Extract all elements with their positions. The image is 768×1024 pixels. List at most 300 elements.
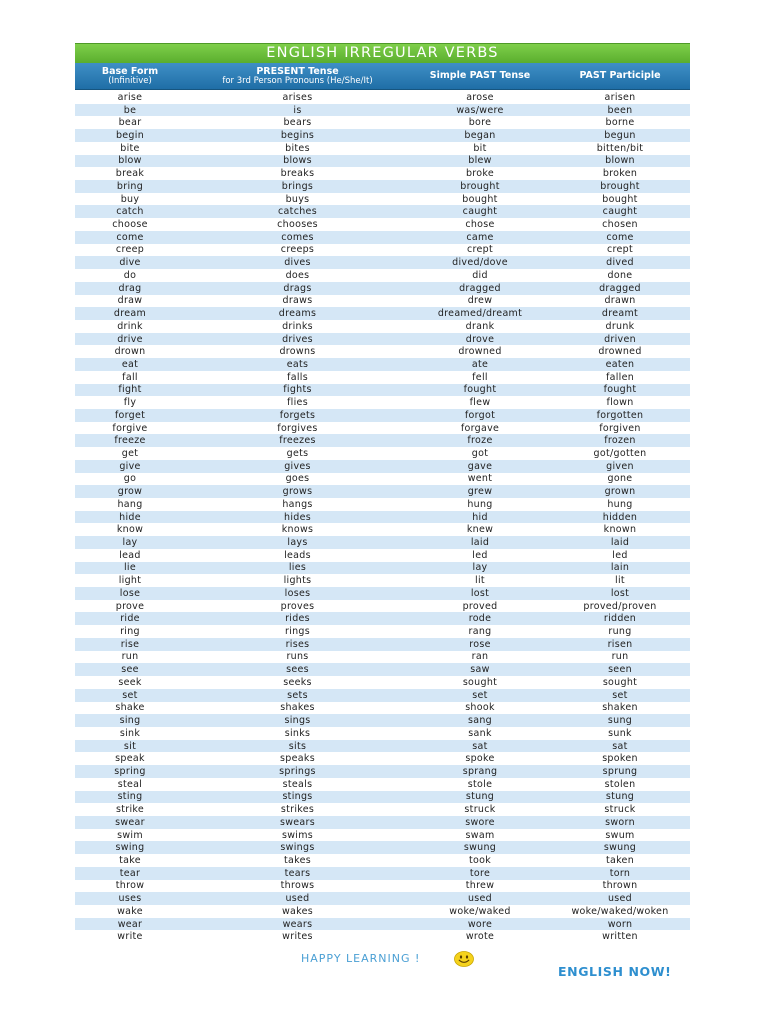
past-participle-cell: spoken — [602, 753, 638, 765]
table-row — [75, 384, 690, 397]
past-participle-cell: forgiven — [599, 422, 641, 434]
base-form-cell: fly — [123, 397, 137, 409]
table-row — [75, 116, 690, 129]
table-row — [75, 193, 690, 206]
past-participle-cell: sat — [612, 740, 628, 752]
base-form-cell: prove — [115, 600, 145, 612]
happy-learning-text: HAPPY LEARNING ! — [301, 952, 421, 965]
header-past-label: Simple PAST Tense — [429, 70, 531, 82]
simple-past-cell: stung — [465, 791, 495, 803]
past-participle-cell: borne — [605, 117, 635, 129]
simple-past-cell: went — [467, 473, 493, 485]
table-row — [75, 829, 690, 842]
past-participle-cell: sought — [602, 676, 638, 688]
table-row — [75, 930, 690, 943]
past-participle-cell: swung — [603, 842, 637, 854]
base-form-cell: choose — [112, 219, 148, 231]
past-participle-cell: brought — [600, 180, 640, 192]
present-tense-cell: proves — [280, 600, 315, 612]
present-tense-cell: dives — [284, 257, 311, 269]
simple-past-cell: crept — [466, 244, 494, 256]
present-tense-cell: gets — [286, 447, 309, 459]
simple-past-cell: was/were — [456, 104, 504, 116]
base-form-cell: seek — [118, 676, 142, 688]
simple-past-cell: woke/waked — [449, 905, 511, 917]
present-tense-cell: springs — [279, 765, 316, 777]
table-row — [75, 714, 690, 727]
table-row — [75, 536, 690, 549]
present-tense-cell: buys — [285, 193, 310, 205]
present-tense-cell: seeks — [283, 676, 312, 688]
base-form-cell: wear — [117, 918, 143, 930]
past-participle-cell: hung — [607, 498, 633, 510]
table-row — [75, 434, 690, 447]
base-form-cell: swear — [115, 816, 145, 828]
past-participle-cell: been — [607, 104, 633, 116]
table-title: ENGLISH IRREGULAR VERBS — [75, 43, 690, 63]
table-row — [75, 282, 690, 295]
past-participle-cell: fallen — [605, 371, 635, 383]
present-tense-cell: goes — [285, 473, 310, 485]
simple-past-cell: stole — [467, 778, 493, 790]
present-tense-cell: hangs — [282, 498, 313, 510]
table-row — [75, 740, 690, 753]
past-participle-cell: worn — [607, 918, 633, 930]
simple-past-cell: began — [464, 130, 496, 142]
past-participle-cell: rung — [608, 626, 632, 638]
past-participle-cell: lit — [615, 575, 625, 587]
simple-past-cell: dreamed/dreamt — [437, 308, 523, 320]
base-form-cell: run — [121, 651, 139, 663]
base-form-cell: drag — [118, 282, 142, 294]
header-present-sublabel: for 3rd Person Pronouns (He/She/It) — [222, 75, 373, 86]
table-row — [75, 104, 690, 117]
present-tense-cell: tears — [284, 867, 311, 879]
simple-past-cell: used — [467, 893, 493, 905]
present-tense-cell: falls — [287, 371, 308, 383]
present-tense-cell: is — [293, 104, 302, 116]
table-row — [75, 638, 690, 651]
present-tense-cell: sets — [287, 689, 308, 701]
base-form-cell: go — [123, 473, 137, 485]
base-form-cell: know — [116, 524, 144, 536]
base-form-cell: forgive — [112, 422, 148, 434]
past-participle-cell: driven — [604, 333, 636, 345]
past-participle-cell: laid — [610, 537, 630, 549]
table-row — [75, 180, 690, 193]
base-form-cell: sink — [119, 727, 141, 739]
past-participle-cell: flown — [606, 397, 634, 409]
base-form-cell: bear — [118, 117, 142, 129]
simple-past-cell: dived/dove — [452, 257, 508, 269]
table-row — [75, 880, 690, 893]
base-form-cell: light — [118, 575, 142, 587]
present-tense-cell: lays — [287, 537, 308, 549]
present-tense-cell: lights — [283, 575, 312, 587]
past-participle-cell: known — [603, 524, 637, 536]
header-simple-past — [410, 71, 550, 81]
present-tense-cell: wakes — [281, 905, 314, 917]
table-row — [75, 422, 690, 435]
simple-past-cell: broke — [465, 168, 495, 180]
present-tense-cell: bears — [283, 117, 312, 129]
past-participle-cell: broken — [602, 168, 638, 180]
simple-past-cell: struck — [464, 804, 496, 816]
simple-past-cell: proved — [462, 600, 498, 612]
past-participle-cell: shaken — [602, 702, 638, 714]
past-participle-cell: caught — [602, 206, 638, 218]
table-row — [75, 867, 690, 880]
base-form-cell: sting — [117, 791, 143, 803]
base-form-cell: begin — [115, 130, 145, 142]
table-row — [75, 689, 690, 702]
table-row — [75, 816, 690, 829]
past-participle-cell: swum — [605, 829, 635, 841]
past-participle-cell: ridden — [603, 613, 637, 625]
past-participle-cell: bitten/bit — [596, 142, 644, 154]
english-now-brand: ENGLISH NOW! — [558, 964, 672, 979]
present-tense-cell: sits — [288, 740, 307, 752]
base-form-cell: fight — [118, 384, 142, 396]
simple-past-cell: spoke — [465, 753, 495, 765]
simple-past-cell: fell — [472, 371, 488, 383]
simple-past-cell: rose — [469, 638, 491, 650]
base-form-cell: draw — [117, 295, 143, 307]
header-past-participle — [550, 71, 690, 81]
table-body — [75, 91, 690, 943]
table-row — [75, 600, 690, 613]
table-row — [75, 345, 690, 358]
simple-past-cell: chose — [465, 219, 495, 231]
past-participle-cell: dragged — [599, 282, 641, 294]
table-header-row — [75, 63, 690, 90]
past-participle-cell: arisen — [604, 91, 636, 103]
base-form-cell: wake — [117, 905, 143, 917]
past-participle-cell: run — [611, 651, 629, 663]
present-tense-cell: forgets — [279, 409, 316, 421]
smiley-face-icon — [454, 951, 474, 967]
present-tense-cell: draws — [282, 295, 313, 307]
base-form-cell: shake — [115, 702, 145, 714]
simple-past-cell: lost — [470, 587, 490, 599]
base-form-cell: lie — [123, 562, 137, 574]
table-row — [75, 625, 690, 638]
past-participle-cell: eaten — [605, 358, 635, 370]
present-tense-cell: used — [285, 893, 310, 905]
simple-past-cell: tore — [469, 867, 491, 879]
simple-past-cell: hid — [472, 511, 488, 523]
table-row — [75, 155, 690, 168]
simple-past-cell: took — [468, 854, 492, 866]
table-row — [75, 612, 690, 625]
present-tense-cell: gives — [284, 460, 311, 472]
base-form-cell: creep — [115, 244, 145, 256]
base-form-cell: spring — [114, 765, 146, 777]
present-tense-cell: breaks — [280, 168, 315, 180]
simple-past-cell: set — [472, 689, 488, 701]
table-row — [75, 523, 690, 536]
simple-past-cell: flew — [469, 397, 491, 409]
table-row — [75, 333, 690, 346]
table-row — [75, 371, 690, 384]
simple-past-cell: sought — [462, 676, 498, 688]
table-row — [75, 269, 690, 282]
base-form-cell: lead — [119, 549, 141, 561]
past-participle-cell: struck — [604, 804, 636, 816]
simple-past-cell: swore — [465, 816, 495, 828]
simple-past-cell: hung — [467, 498, 493, 510]
present-tense-cell: sinks — [284, 727, 311, 739]
table-row — [75, 498, 690, 511]
table-row — [75, 549, 690, 562]
past-participle-cell: drunk — [605, 320, 635, 332]
base-form-cell: drive — [117, 333, 143, 345]
past-participle-cell: seen — [608, 664, 632, 676]
simple-past-cell: threw — [465, 880, 495, 892]
present-tense-cell: fights — [283, 384, 312, 396]
past-participle-cell: given — [606, 460, 634, 472]
present-tense-cell: strikes — [280, 804, 315, 816]
past-participle-cell: led — [612, 549, 628, 561]
past-participle-cell: frozen — [604, 435, 636, 447]
base-form-cell: steal — [117, 778, 143, 790]
simple-past-cell: shook — [465, 702, 495, 714]
simple-past-cell: bit — [473, 142, 487, 154]
simple-past-cell: brought — [460, 180, 500, 192]
present-tense-cell: rises — [285, 638, 310, 650]
present-tense-cell: chooses — [277, 219, 318, 231]
present-tense-cell: throws — [280, 880, 315, 892]
header-present-label: PRESENT Tense — [256, 65, 339, 77]
present-tense-cell: swings — [280, 842, 315, 854]
present-tense-cell: hides — [284, 511, 311, 523]
base-form-cell: arise — [117, 91, 143, 103]
base-form-cell: dream — [113, 308, 147, 320]
past-participle-cell: forgotten — [596, 409, 644, 421]
past-participle-cell: sworn — [605, 816, 635, 828]
base-form-cell: buy — [120, 193, 140, 205]
base-form-cell: ring — [120, 626, 140, 638]
base-form-cell: strike — [115, 804, 145, 816]
table-row — [75, 587, 690, 600]
header-present-tense — [185, 67, 410, 86]
present-tense-cell: speaks — [280, 753, 315, 765]
simple-past-cell: sat — [472, 740, 488, 752]
simple-past-cell: laid — [470, 537, 490, 549]
simple-past-cell: froze — [467, 435, 493, 447]
present-tense-cell: knows — [281, 524, 314, 536]
present-tense-cell: drags — [283, 282, 312, 294]
past-participle-cell: stung — [605, 791, 635, 803]
past-participle-cell: begun — [604, 130, 636, 142]
base-form-cell: get — [121, 447, 139, 459]
table-row — [75, 295, 690, 308]
present-tense-cell: lies — [288, 562, 307, 574]
table-row — [75, 854, 690, 867]
simple-past-cell: lay — [472, 562, 488, 574]
base-form-cell: dive — [119, 257, 141, 269]
table-row — [75, 892, 690, 905]
table-row — [75, 791, 690, 804]
present-tense-cell: drives — [282, 333, 313, 345]
present-tense-cell: stings — [282, 791, 313, 803]
table-row — [75, 205, 690, 218]
base-form-cell: drown — [114, 346, 146, 358]
header-base-form — [75, 67, 185, 86]
simple-past-cell: drank — [465, 320, 495, 332]
past-participle-cell: come — [606, 231, 634, 243]
base-form-cell: set — [122, 689, 138, 701]
past-participle-cell: sung — [607, 715, 633, 727]
table-row — [75, 231, 690, 244]
simple-past-cell: swam — [465, 829, 495, 841]
table-row — [75, 320, 690, 333]
past-participle-cell: blown — [605, 155, 635, 167]
base-form-cell: speak — [115, 753, 145, 765]
base-form-cell: ride — [120, 613, 140, 625]
past-participle-cell: hidden — [602, 511, 638, 523]
past-participle-cell: gone — [607, 473, 633, 485]
present-tense-cell: writes — [282, 931, 313, 943]
past-participle-cell: risen — [607, 638, 633, 650]
base-form-cell: hang — [117, 498, 143, 510]
base-form-cell: uses — [118, 893, 142, 905]
past-participle-cell: dreamt — [601, 308, 639, 320]
simple-past-cell: dragged — [459, 282, 501, 294]
table-row — [75, 142, 690, 155]
table-row — [75, 663, 690, 676]
past-participle-cell: chosen — [602, 219, 638, 231]
header-base-form-sublabel: (Infinitive) — [108, 75, 152, 86]
simple-past-cell: rang — [468, 626, 492, 638]
simple-past-cell: wore — [467, 918, 493, 930]
simple-past-cell: wrote — [465, 931, 495, 943]
base-form-cell: sing — [119, 715, 141, 727]
table-row — [75, 409, 690, 422]
base-form-cell: throw — [115, 880, 145, 892]
past-participle-cell: got/gotten — [593, 447, 647, 459]
present-tense-cell: sees — [286, 664, 309, 676]
simple-past-cell: got — [471, 447, 489, 459]
base-form-cell: catch — [116, 206, 144, 218]
simple-past-cell: lit — [475, 575, 485, 587]
base-form-cell: tear — [119, 867, 141, 879]
table-row — [75, 727, 690, 740]
past-participle-cell: lost — [610, 587, 630, 599]
table-row — [75, 562, 690, 575]
table-row — [75, 473, 690, 486]
simple-past-cell: bought — [462, 193, 498, 205]
present-tense-cell: swims — [281, 829, 314, 841]
simple-past-cell: forgave — [460, 422, 500, 434]
past-participle-cell: woke/waked/woken — [571, 905, 669, 917]
table-row — [75, 905, 690, 918]
present-tense-cell: sings — [284, 715, 311, 727]
table-row — [75, 167, 690, 180]
base-form-cell: lay — [122, 537, 138, 549]
base-form-cell: fall — [122, 371, 138, 383]
past-participle-cell: drawn — [604, 295, 636, 307]
base-form-cell: forget — [114, 409, 146, 421]
present-tense-cell: swears — [279, 816, 316, 828]
table-row — [75, 841, 690, 854]
table-row — [75, 358, 690, 371]
present-tense-cell: bites — [285, 142, 310, 154]
present-tense-cell: forgives — [277, 422, 318, 434]
past-participle-cell: grown — [604, 486, 636, 498]
base-form-cell: drink — [117, 320, 143, 332]
base-form-cell: swing — [115, 842, 145, 854]
simple-past-cell: knew — [466, 524, 494, 536]
simple-past-cell: did — [472, 269, 488, 281]
table-row — [75, 574, 690, 587]
table-row — [75, 752, 690, 765]
past-participle-cell: drowned — [598, 346, 642, 358]
present-tense-cell: arises — [282, 91, 313, 103]
present-tense-cell: drinks — [282, 320, 313, 332]
base-form-cell: sit — [123, 740, 137, 752]
simple-past-cell: gave — [467, 460, 493, 472]
present-tense-cell: dreams — [278, 308, 317, 320]
simple-past-cell: sang — [467, 715, 493, 727]
present-tense-cell: brings — [281, 180, 314, 192]
present-tense-cell: drowns — [279, 346, 316, 358]
present-tense-cell: wears — [282, 918, 313, 930]
present-tense-cell: does — [285, 269, 310, 281]
base-form-cell: blow — [118, 155, 142, 167]
past-participle-cell: lain — [610, 562, 630, 574]
past-participle-cell: stolen — [604, 778, 636, 790]
simple-past-cell: led — [472, 549, 488, 561]
past-participle-cell: dived — [606, 257, 634, 269]
base-form-cell: swim — [117, 829, 143, 841]
table-row — [75, 511, 690, 524]
base-form-cell: be — [123, 104, 137, 116]
base-form-cell: take — [119, 854, 141, 866]
past-participle-cell: written — [602, 931, 638, 943]
present-tense-cell: catches — [278, 206, 317, 218]
present-tense-cell: steals — [282, 778, 313, 790]
base-form-cell: freeze — [114, 435, 146, 447]
table-row — [75, 91, 690, 104]
base-form-cell: rise — [120, 638, 140, 650]
table-row — [75, 129, 690, 142]
past-participle-cell: torn — [609, 867, 631, 879]
table-row — [75, 778, 690, 791]
base-form-cell: grow — [117, 486, 143, 498]
base-form-cell: write — [117, 931, 143, 943]
simple-past-cell: arose — [466, 91, 494, 103]
table-row — [75, 702, 690, 715]
base-form-cell: eat — [121, 358, 139, 370]
present-tense-cell: runs — [286, 651, 309, 663]
simple-past-cell: bore — [468, 117, 492, 129]
table-row — [75, 803, 690, 816]
header-participle-label: PAST Participle — [579, 70, 661, 82]
table-row — [75, 307, 690, 320]
present-tense-cell: shakes — [280, 702, 315, 714]
simple-past-cell: came — [466, 231, 494, 243]
simple-past-cell: drew — [467, 295, 493, 307]
simple-past-cell: saw — [470, 664, 490, 676]
base-form-cell: do — [123, 269, 137, 281]
simple-past-cell: sank — [468, 727, 492, 739]
present-tense-cell: rings — [284, 626, 311, 638]
past-participle-cell: bought — [602, 193, 638, 205]
table-row — [75, 765, 690, 778]
base-form-cell: give — [119, 460, 141, 472]
simple-past-cell: ate — [471, 358, 489, 370]
